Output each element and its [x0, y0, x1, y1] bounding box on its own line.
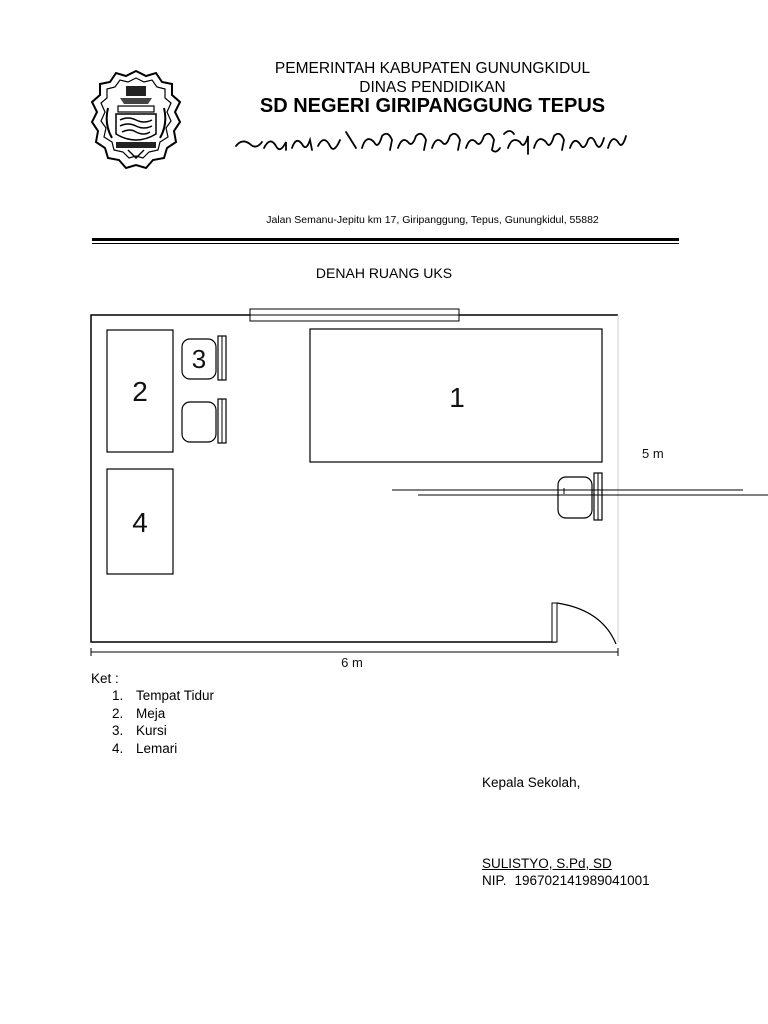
depth-dimension-label: 5 m — [642, 446, 664, 461]
list-item — [112, 740, 214, 758]
government-heading: PEMERINTAH KABUPATEN GUNUNGKIDUL — [274, 60, 591, 77]
document-title: DENAH RUANG UKS — [315, 265, 453, 281]
chair-label: 3 — [191, 344, 207, 374]
legend-number: 3. — [112, 723, 124, 738]
list-item — [112, 722, 214, 740]
bed-label: 1 — [449, 382, 465, 413]
cabinet-label: 4 — [132, 507, 148, 538]
legend-label: Kursi — [136, 723, 167, 738]
javanese-script-image — [232, 124, 628, 158]
list-item — [112, 687, 214, 705]
header-divider-thin — [92, 243, 679, 244]
school-name-heading: SD NEGERI GIRIPANGGUNG TEPUS — [259, 95, 606, 117]
legend-label: Meja — [136, 705, 166, 721]
nip-label: NIP. — [482, 873, 507, 888]
chair — [182, 399, 226, 443]
legend-number: 2. — [112, 705, 124, 721]
legend-list — [112, 687, 214, 757]
signature-role: Kepala Sekolah, — [482, 775, 581, 790]
school-address: Jalan Semanu-Jepitu km 17, Giripanggung, Tepus, Gunungkidul, 55882 — [266, 214, 599, 226]
floor-plan — [0, 300, 768, 670]
door-swing — [557, 603, 616, 644]
signature-name: SULISTYO, S.Pd, SD — [482, 856, 612, 871]
legend-label: Tempat Tidur — [136, 688, 215, 703]
legend-title: Ket : — [91, 671, 119, 686]
chair — [558, 473, 602, 520]
legend-number: 4. — [112, 740, 124, 756]
legend-number: 1. — [112, 688, 124, 703]
table-label: 2 — [132, 376, 148, 407]
door-leaf — [552, 603, 557, 642]
nip-value: 196702141989041001 — [514, 873, 650, 888]
signature-nip — [482, 872, 650, 889]
legend-label: Lemari — [136, 740, 178, 756]
room-wall — [91, 315, 618, 642]
department-heading: DINAS PENDIDIKAN — [359, 79, 506, 96]
list-item — [112, 705, 214, 723]
width-dimension-label: 6 m — [341, 655, 363, 670]
regency-emblem-icon — [88, 68, 184, 174]
header-divider-thick — [92, 238, 679, 241]
